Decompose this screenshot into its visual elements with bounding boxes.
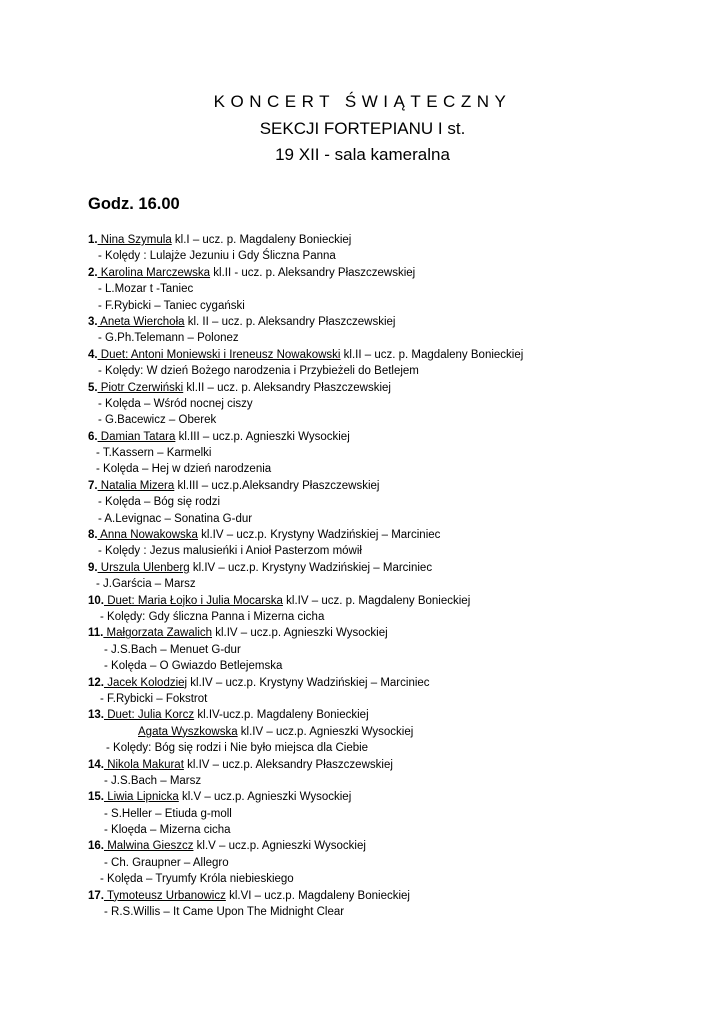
performer-line xyxy=(88,724,708,740)
programme-piece-line xyxy=(88,576,708,592)
piece-text: - Kolędy : Lulajże Jezuniu i Gdy Śliczna Panna xyxy=(98,250,336,263)
performer-number: 2. xyxy=(88,266,98,279)
performer-class-teacher: kl.III – ucz.p.Aleksandry Płaszczewskiej xyxy=(174,479,380,492)
piece-text: - R.S.Willis – It Came Upon The Midnight Clear xyxy=(104,906,345,919)
programme-piece-line xyxy=(88,445,708,461)
performer-line xyxy=(88,478,708,494)
performer-class-teacher: kl.IV – ucz. p. Magdaleny Bonieckiej xyxy=(282,594,471,607)
performer-number: 5. xyxy=(88,381,98,394)
performer-name: Liwia Lipnicka xyxy=(104,791,179,804)
piece-text: - Kolęda – O Gwiazdo Betlejemska xyxy=(104,660,283,673)
performer-line xyxy=(88,789,708,805)
performer-name: Duet: Julia Korcz xyxy=(104,709,195,722)
performer-line xyxy=(88,314,708,330)
performer-class-teacher: kl.III – ucz.p. Agnieszki Wysockiej xyxy=(175,430,350,443)
performer-number: 8. xyxy=(88,529,98,542)
programme-piece-line xyxy=(88,494,708,510)
programme-piece-line xyxy=(88,871,708,887)
piece-text: - S.Heller – Etiuda g-moll xyxy=(104,807,232,820)
date-venue: 19 XII - sala kameralna xyxy=(275,145,450,164)
performer-number: 10. xyxy=(88,594,104,607)
performer-line xyxy=(88,675,708,691)
performer-class-teacher: kl.II - ucz. p. Aleksandry Płaszczewskiej xyxy=(210,266,416,279)
performer-line xyxy=(88,347,708,363)
piece-text: - F.Rybicki – Taniec cygański xyxy=(98,299,245,312)
performer-name: Nina Szymula xyxy=(97,234,172,246)
performer-class-teacher: kl.IV – ucz.p. Krystyny Wadzińskiej – Marciniec xyxy=(197,529,441,542)
performer-class-teacher: kl.V – ucz.p. Agnieszki Wysockiej xyxy=(193,840,366,853)
programme-piece-line xyxy=(88,461,708,477)
performer-number: 11. xyxy=(88,627,104,640)
performer-class-teacher: kl.II – ucz. p. Magdaleny Bonieckiej xyxy=(340,348,524,361)
programme-piece-line xyxy=(88,822,708,838)
performer-name: Jacek Kolodziej xyxy=(104,676,188,689)
performer-class-teacher: kl.IV – ucz.p. Krystyny Wadzińskiej – Marciniec xyxy=(187,676,430,689)
performer-number: 1. xyxy=(88,234,98,246)
concert-title: KONCERT ŚWIĄTECZNY xyxy=(213,92,512,111)
performer-number: 9. xyxy=(88,561,98,574)
performer-name: Piotr Czerwiński xyxy=(97,381,184,394)
time-heading: Godz. 16.00 xyxy=(88,195,180,213)
programme-piece-line xyxy=(88,691,708,707)
piece-text: - Kloęda – Mizerna cicha xyxy=(104,824,231,837)
piece-text: - L.Mozar t -Taniec xyxy=(98,283,194,296)
piece-text: - J.S.Bach – Menuet G-dur xyxy=(104,643,241,656)
performer-number: 14. xyxy=(88,758,104,771)
performer-name: Damian Tatara xyxy=(97,430,176,443)
programme-piece-line xyxy=(88,642,708,658)
programme-piece-line xyxy=(88,658,708,674)
performer-number: 4. xyxy=(88,348,98,361)
performer-name: Małgorzata Zawalich xyxy=(103,627,213,640)
piece-text: - Kolęda – Bóg się rodzi xyxy=(98,496,221,509)
performer-class-teacher: kl.I – ucz. p. Magdaleny Bonieckiej xyxy=(171,234,352,246)
performer-number: 13. xyxy=(88,709,104,722)
piece-text: - G.Bacewicz – Oberek xyxy=(98,414,217,427)
performer-class-teacher: kl.IV – ucz.p. Agnieszki Wysockiej xyxy=(237,725,414,738)
piece-text: - Kolędy: W dzień Bożego narodzenia i Przybieżeli do Betlejem xyxy=(98,365,419,378)
performer-line xyxy=(88,838,708,854)
programme-piece-line xyxy=(88,543,708,559)
performer-name: Malwina Gieszcz xyxy=(104,840,194,853)
piece-text: - G.Ph.Telemann – Polonez xyxy=(98,332,239,345)
programme-piece-line xyxy=(88,396,708,412)
performer-number: 17. xyxy=(88,889,104,902)
performer-number: 7. xyxy=(88,479,98,492)
programme-piece-line xyxy=(88,511,708,527)
piece-text: - F.Rybicki – Fokstrot xyxy=(100,692,208,705)
performer-number: 16. xyxy=(88,840,104,853)
programme-piece-line xyxy=(88,281,708,297)
programme-piece-line xyxy=(88,806,708,822)
programme-piece-line xyxy=(88,855,708,871)
performer-name: Natalia Mizera xyxy=(97,479,175,492)
performer-number: 6. xyxy=(88,430,98,443)
performer-class-teacher: kl.IV – ucz.p. Krystyny Wadzińskiej – Marciniec xyxy=(189,561,433,574)
performer-name: Urszula Ulenberg xyxy=(97,561,190,574)
performer-name: Aneta Wierchoła xyxy=(97,315,185,328)
performer-line xyxy=(88,429,708,445)
performer-line xyxy=(88,757,708,773)
piece-text: - T.Kassern – Karmelki xyxy=(96,447,212,460)
performer-line xyxy=(88,265,708,281)
performer-line xyxy=(88,625,708,641)
performer-class-teacher: kl. II – ucz. p. Aleksandry Płaszczewskiej xyxy=(184,315,396,328)
performer-line xyxy=(88,232,708,248)
piece-text: - Ch. Graupner – Allegro xyxy=(104,856,229,869)
programme-piece-line xyxy=(88,412,708,428)
performer-name: Tymoteusz Urbanowicz xyxy=(104,889,226,902)
piece-text: - Kolędy: Bóg się rodzi i Nie było miejsca dla Ciebie xyxy=(106,742,369,755)
performer-line xyxy=(88,560,708,576)
performer-number: 3. xyxy=(88,315,98,328)
programme-piece-line xyxy=(88,248,708,264)
piece-text: - Kolędy : Jezus malusieńki i Anioł Pasterzom mówił xyxy=(98,545,362,558)
piece-text: - A.Levignac – Sonatina G-dur xyxy=(98,512,253,525)
piece-text: - J.S.Bach – Marsz xyxy=(104,774,202,787)
performer-line xyxy=(88,888,708,904)
performer-class-teacher: kl.IV – ucz.p. Agnieszki Wysockiej xyxy=(212,627,388,640)
performer-name: Duet: Maria Łojko i Julia Mocarska xyxy=(104,594,283,607)
programme-piece-line xyxy=(88,330,708,346)
programme-piece-line xyxy=(88,609,708,625)
programme-piece-line xyxy=(88,298,708,314)
piece-text: - Kolęda – Wśród nocnej ciszy xyxy=(98,397,253,410)
performer-number: 12. xyxy=(88,676,104,689)
performer-class-teacher: kl.V – ucz.p. Agnieszki Wysockiej xyxy=(178,791,352,804)
performer-line xyxy=(88,593,708,609)
performer-name: Agata Wyszkowska xyxy=(138,725,238,738)
performer-name: Duet: Antoni Moniewski i Ireneusz Nowakowski xyxy=(97,348,341,361)
performer-name: Nikola Makurat xyxy=(104,758,184,771)
performer-line xyxy=(88,527,708,543)
performer-name: Anna Nowakowska xyxy=(97,529,198,542)
programme-list xyxy=(88,232,708,920)
performer-name: Karolina Marczewska xyxy=(97,266,211,279)
piece-text: - J.Garścia – Marsz xyxy=(96,578,196,591)
piece-text: - Kolęda – Tryumfy Króla niebieskiego xyxy=(100,873,294,886)
performer-line xyxy=(88,380,708,396)
piece-text: - Kolęda – Hej w dzień narodzenia xyxy=(96,463,272,476)
programme-piece-line xyxy=(88,740,708,756)
piece-text: - Kolędy: Gdy śliczna Panna i Mizerna cicha xyxy=(100,610,325,623)
performer-class-teacher: kl.VI – ucz.p. Magdaleny Bonieckiej xyxy=(225,889,410,902)
performer-class-teacher: kl.IV-ucz.p. Magdaleny Bonieckiej xyxy=(194,709,369,722)
performer-line xyxy=(88,707,708,723)
section-title: SEKCJI FORTEPIANU I st. xyxy=(259,119,466,138)
programme-piece-line xyxy=(88,904,708,920)
programme-piece-line xyxy=(88,773,708,789)
performer-number: 15. xyxy=(88,791,104,804)
programme-piece-line xyxy=(88,363,708,379)
performer-class-teacher: kl.IV – ucz.p. Aleksandry Płaszczewskiej xyxy=(183,758,393,771)
performer-class-teacher: kl.II – ucz. p. Aleksandry Płaszczewskiej xyxy=(183,381,391,394)
